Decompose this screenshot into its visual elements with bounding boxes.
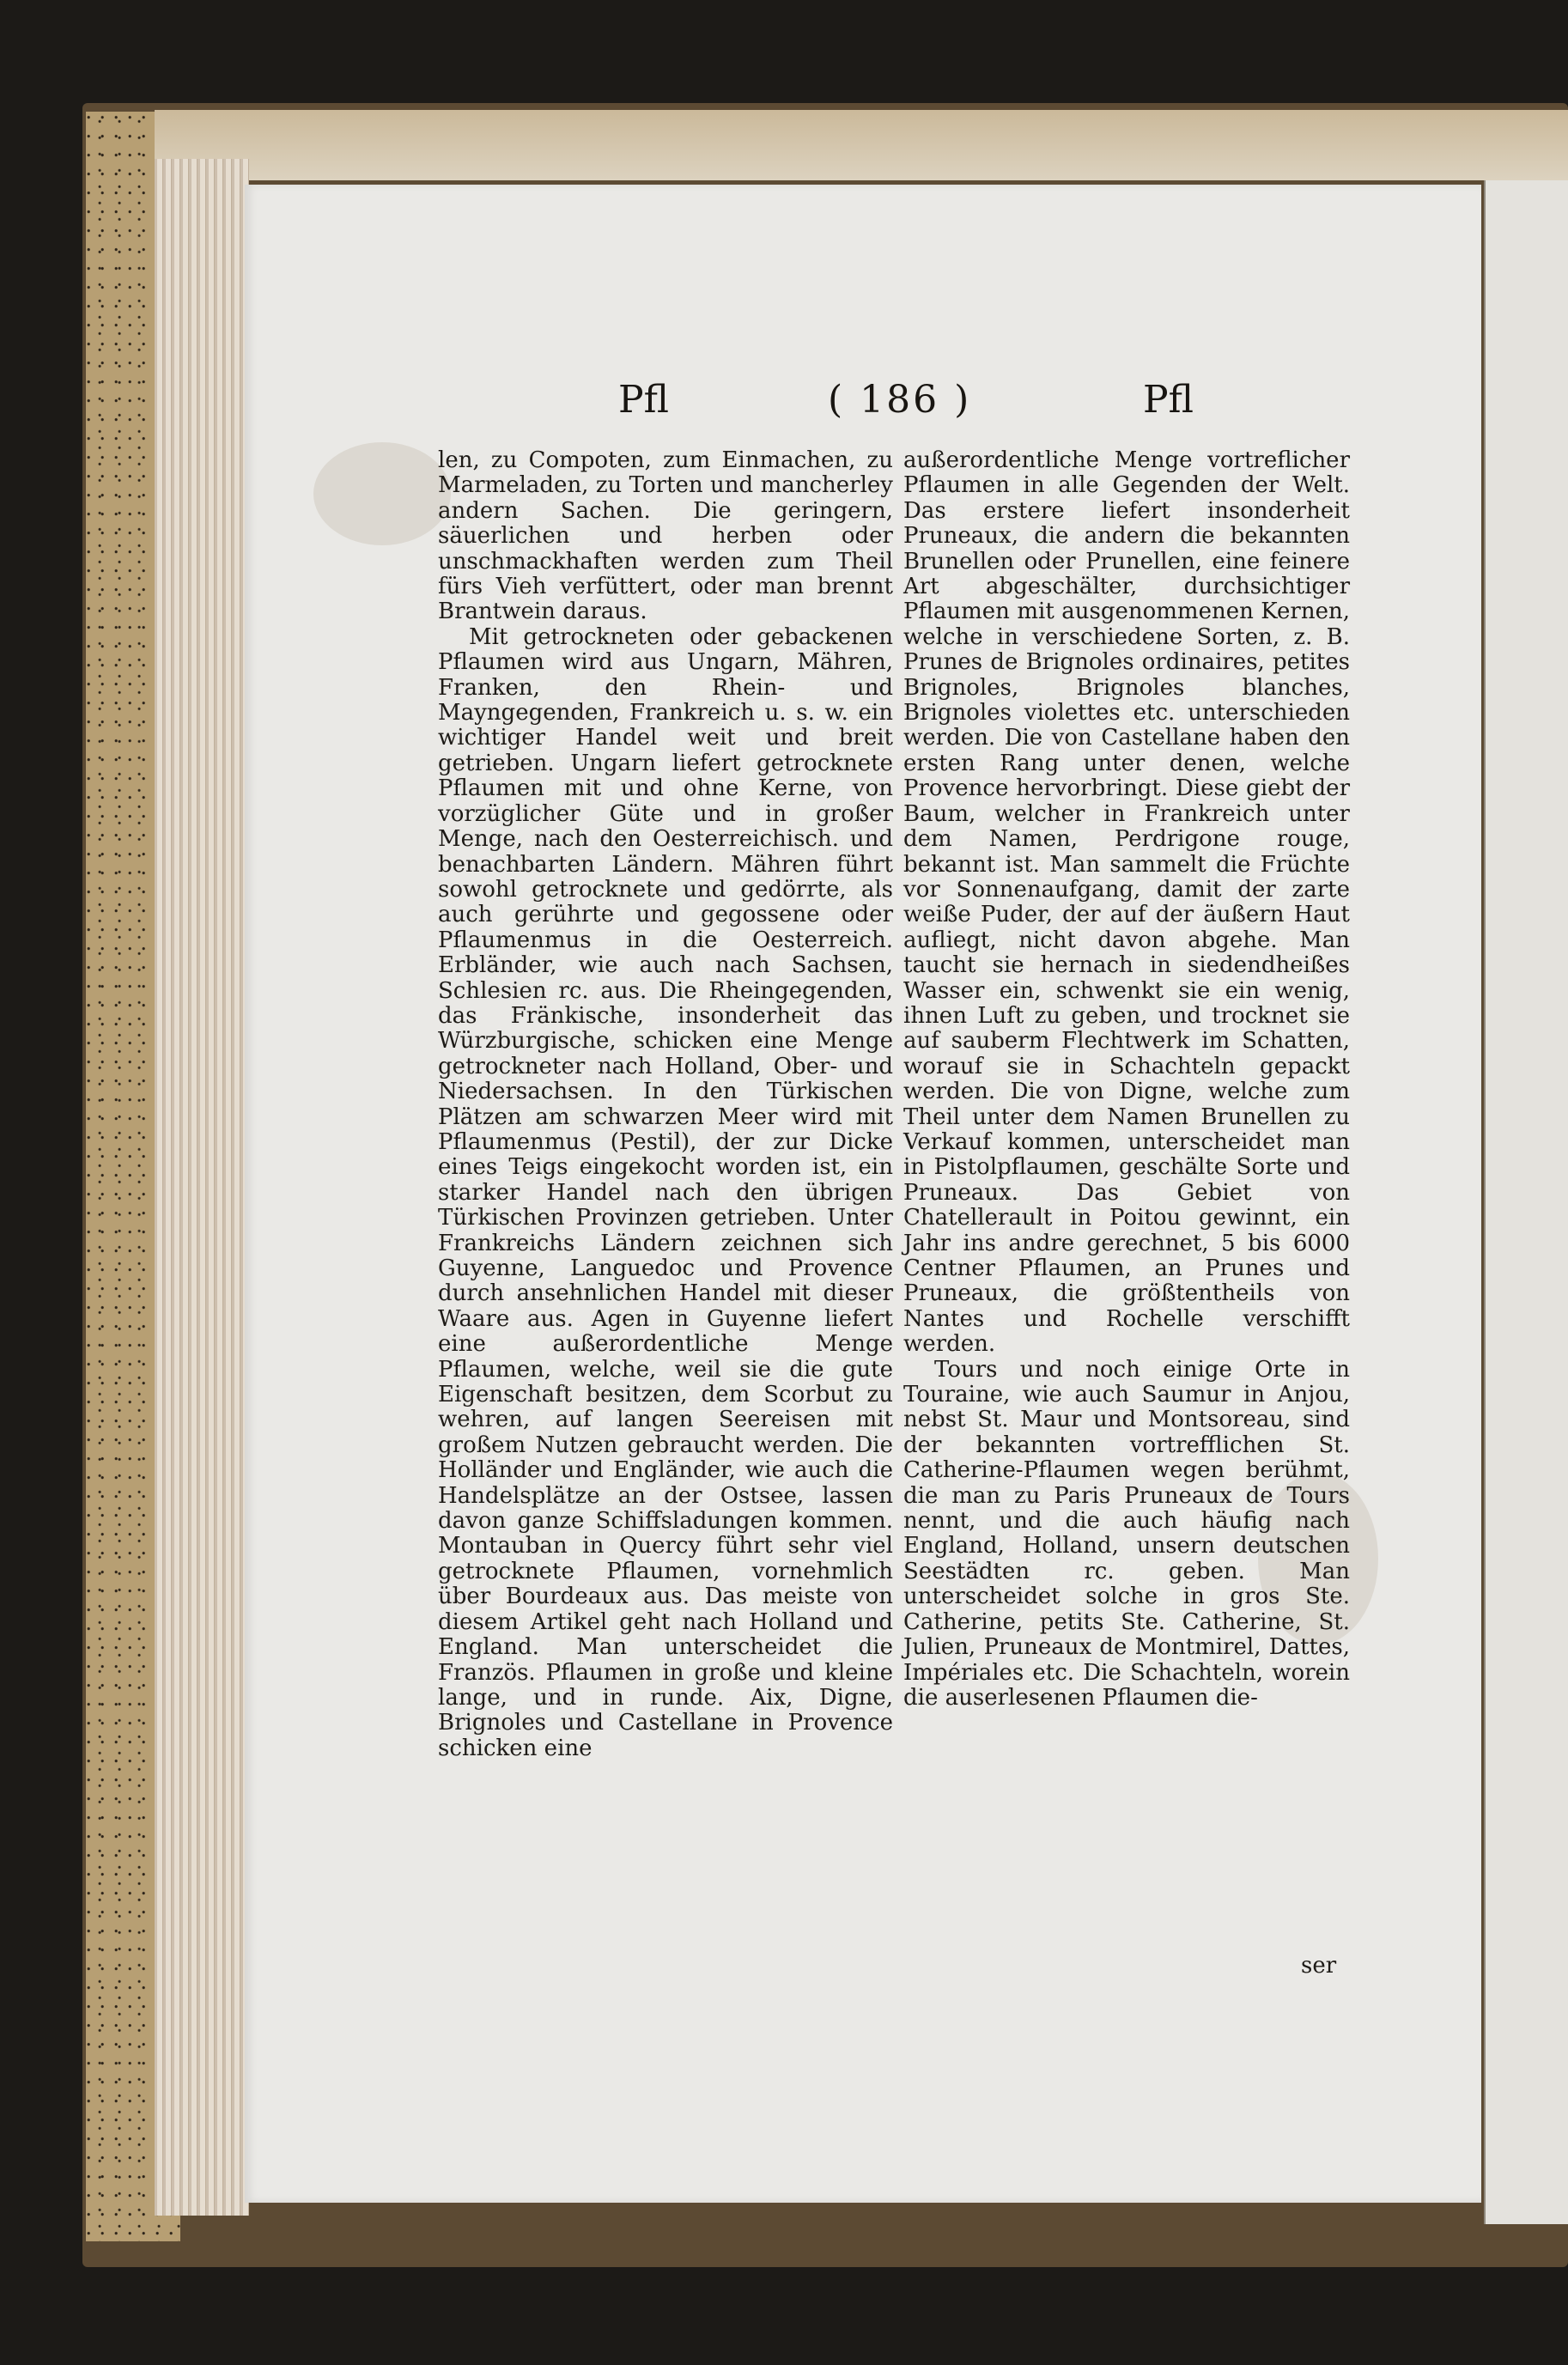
page-stack [155,159,249,2216]
facing-page-edge [1484,180,1568,2224]
right-text-column [903,448,1350,1711]
paragraph: Tours und noch einige Orte in Touraine, wie auch Saumur in Anjou, nebst St. Maur und Montsoreau, sind der bekannten vortrefflichen St. Catherine-Pflaumen wegen berühmt, die man zu Paris Pruneaux de Tours nennt, und die auch häufig nach England, Holland, unsern deutschen Seestädten rc. geben. Man unterscheidet solche in gros Ste. Catherine, petits Ste. Catherine, St. Julien, Pruneaux de Montmirel, Dattes, Impériales etc. Die Schachteln, worein die auserlesenen Pflaumen die- [903,1356,1350,1711]
catchword: ser [1301,1953,1337,1979]
left-text-column [438,448,893,1761]
paper-stain [313,442,451,545]
paragraph: außerordentliche Menge vortreflicher Pflaumen in alle Gegenden der Welt. Das erstere liefert insonderheit Pruneaux, die andern die bekannten Brunellen oder Prunellen, eine feinere Art abgeschälter, durchsichtiger Pflaumen mit ausgenommenen Kernen, welche in verschiedene Sorten, z. B. Prunes de Brignoles ordinaires, petites Brignoles, Brignoles blanches, Brignoles violettes etc. unterschieden werden. Die von Castellane haben den ersten Rang unter denen, welche Provence hervorbringt. Diese giebt der Baum, welcher in Frankreich unter dem Namen, Perdrigone rouge, bekannt ist. Man sammelt die Früchte vor Sonnenaufgang, damit der zarte weiße Puder, der auf der äußern Haut aufliegt, nicht davon abgehe. Man taucht sie hernach in siedendheißes Wasser ein, schwenkt sie ein wenig, ihnen Luft zu geben, und trocknet sie auf sauberm Flechtwerk im Schatten, worauf sie in Schachteln gepackt werden. Die von Digne, welche zum Theil unter dem Namen Brunellen zu Verkauf kommen, unterscheidet man in Pistolpflaumen, geschälte Sorte und Pruneaux. Das Gebiet von Chatellerault in Poitou gewinnt, ein Jahr ins andre gerechnet, 5 bis 6000 Centner Pflaumen, an Prunes und Pruneaux, die größtentheils von Nantes und Rochelle verschifft werden. [903,447,1350,1358]
header-right-word: Pfl [1143,378,1194,422]
book-top-edge [155,110,1568,180]
page-number: ( 186 ) [828,378,972,422]
header-left-word: Pfl [618,378,669,422]
running-head [618,378,1322,429]
paragraph: Mit getrockneten oder gebackenen Pflaumen wird aus Ungarn, Mähren, Franken, den Rhein- und Mayngegenden, Frankreich u. s. w. ein wichtiger Handel weit und breit getrieben. Ungarn liefert getrocknete Pflaumen mit und ohne Kerne, von vorzüglicher Güte und in großer Menge, nach den Oesterreichisch. und benachbarten Ländern. Mähren führt sowohl getrocknete und gedörrte, als auch gerührte und gegossene oder Pflaumenmus in die Oesterreich. Erbländer, wie auch nach Sachsen, Schlesien rc. aus. Die Rheingegenden, das Fränkische, insonderheit das Würzburgische, schicken eine Menge getrockneter nach Holland, Ober- und Niedersachsen. In den Türkischen Plätzen am schwarzen Meer wird mit Pflaumenmus (Pestil), der zur Dicke eines Teigs eingekocht worden ist, ein starker Handel nach den übrigen Türkischen Provinzen getrieben. Unter Frankreichs Ländern zeichnen sich Guyenne, Languedoc und Provence durch ansehnlichen Handel mit dieser Waare aus. Agen in Guyenne liefert eine außerordentliche Menge Pflaumen, welche, weil sie die gute Eigenschaft besitzen, dem Scorbut zu wehren, auf langen Seereisen mit großem Nutzen gebraucht werden. Die Holländer und Engländer, wie auch die Handelsplätze an der Ostsee, lassen davon ganze Schiffsladungen kommen. Montauban in Quercy führt sehr viel getrocknete Pflaumen, vornehmlich über Bourdeaux aus. Das meiste von diesem Artikel geht nach Holland und England. Man unterscheidet die Französ. Pflaumen in große und kleine lange, und in runde. Aix, Digne, Brignoles und Castellane in Provence schicken eine [438,623,893,1761]
paragraph: len, zu Compoten, zum Einmachen, zu Marmeladen, zu Torten und mancherley andern Sachen. Die geringern, säuerlichen und herben oder unschmackhaften werden zum Theil fürs Vieh verfüttert, oder man brennt Brantwein daraus. [438,447,893,625]
